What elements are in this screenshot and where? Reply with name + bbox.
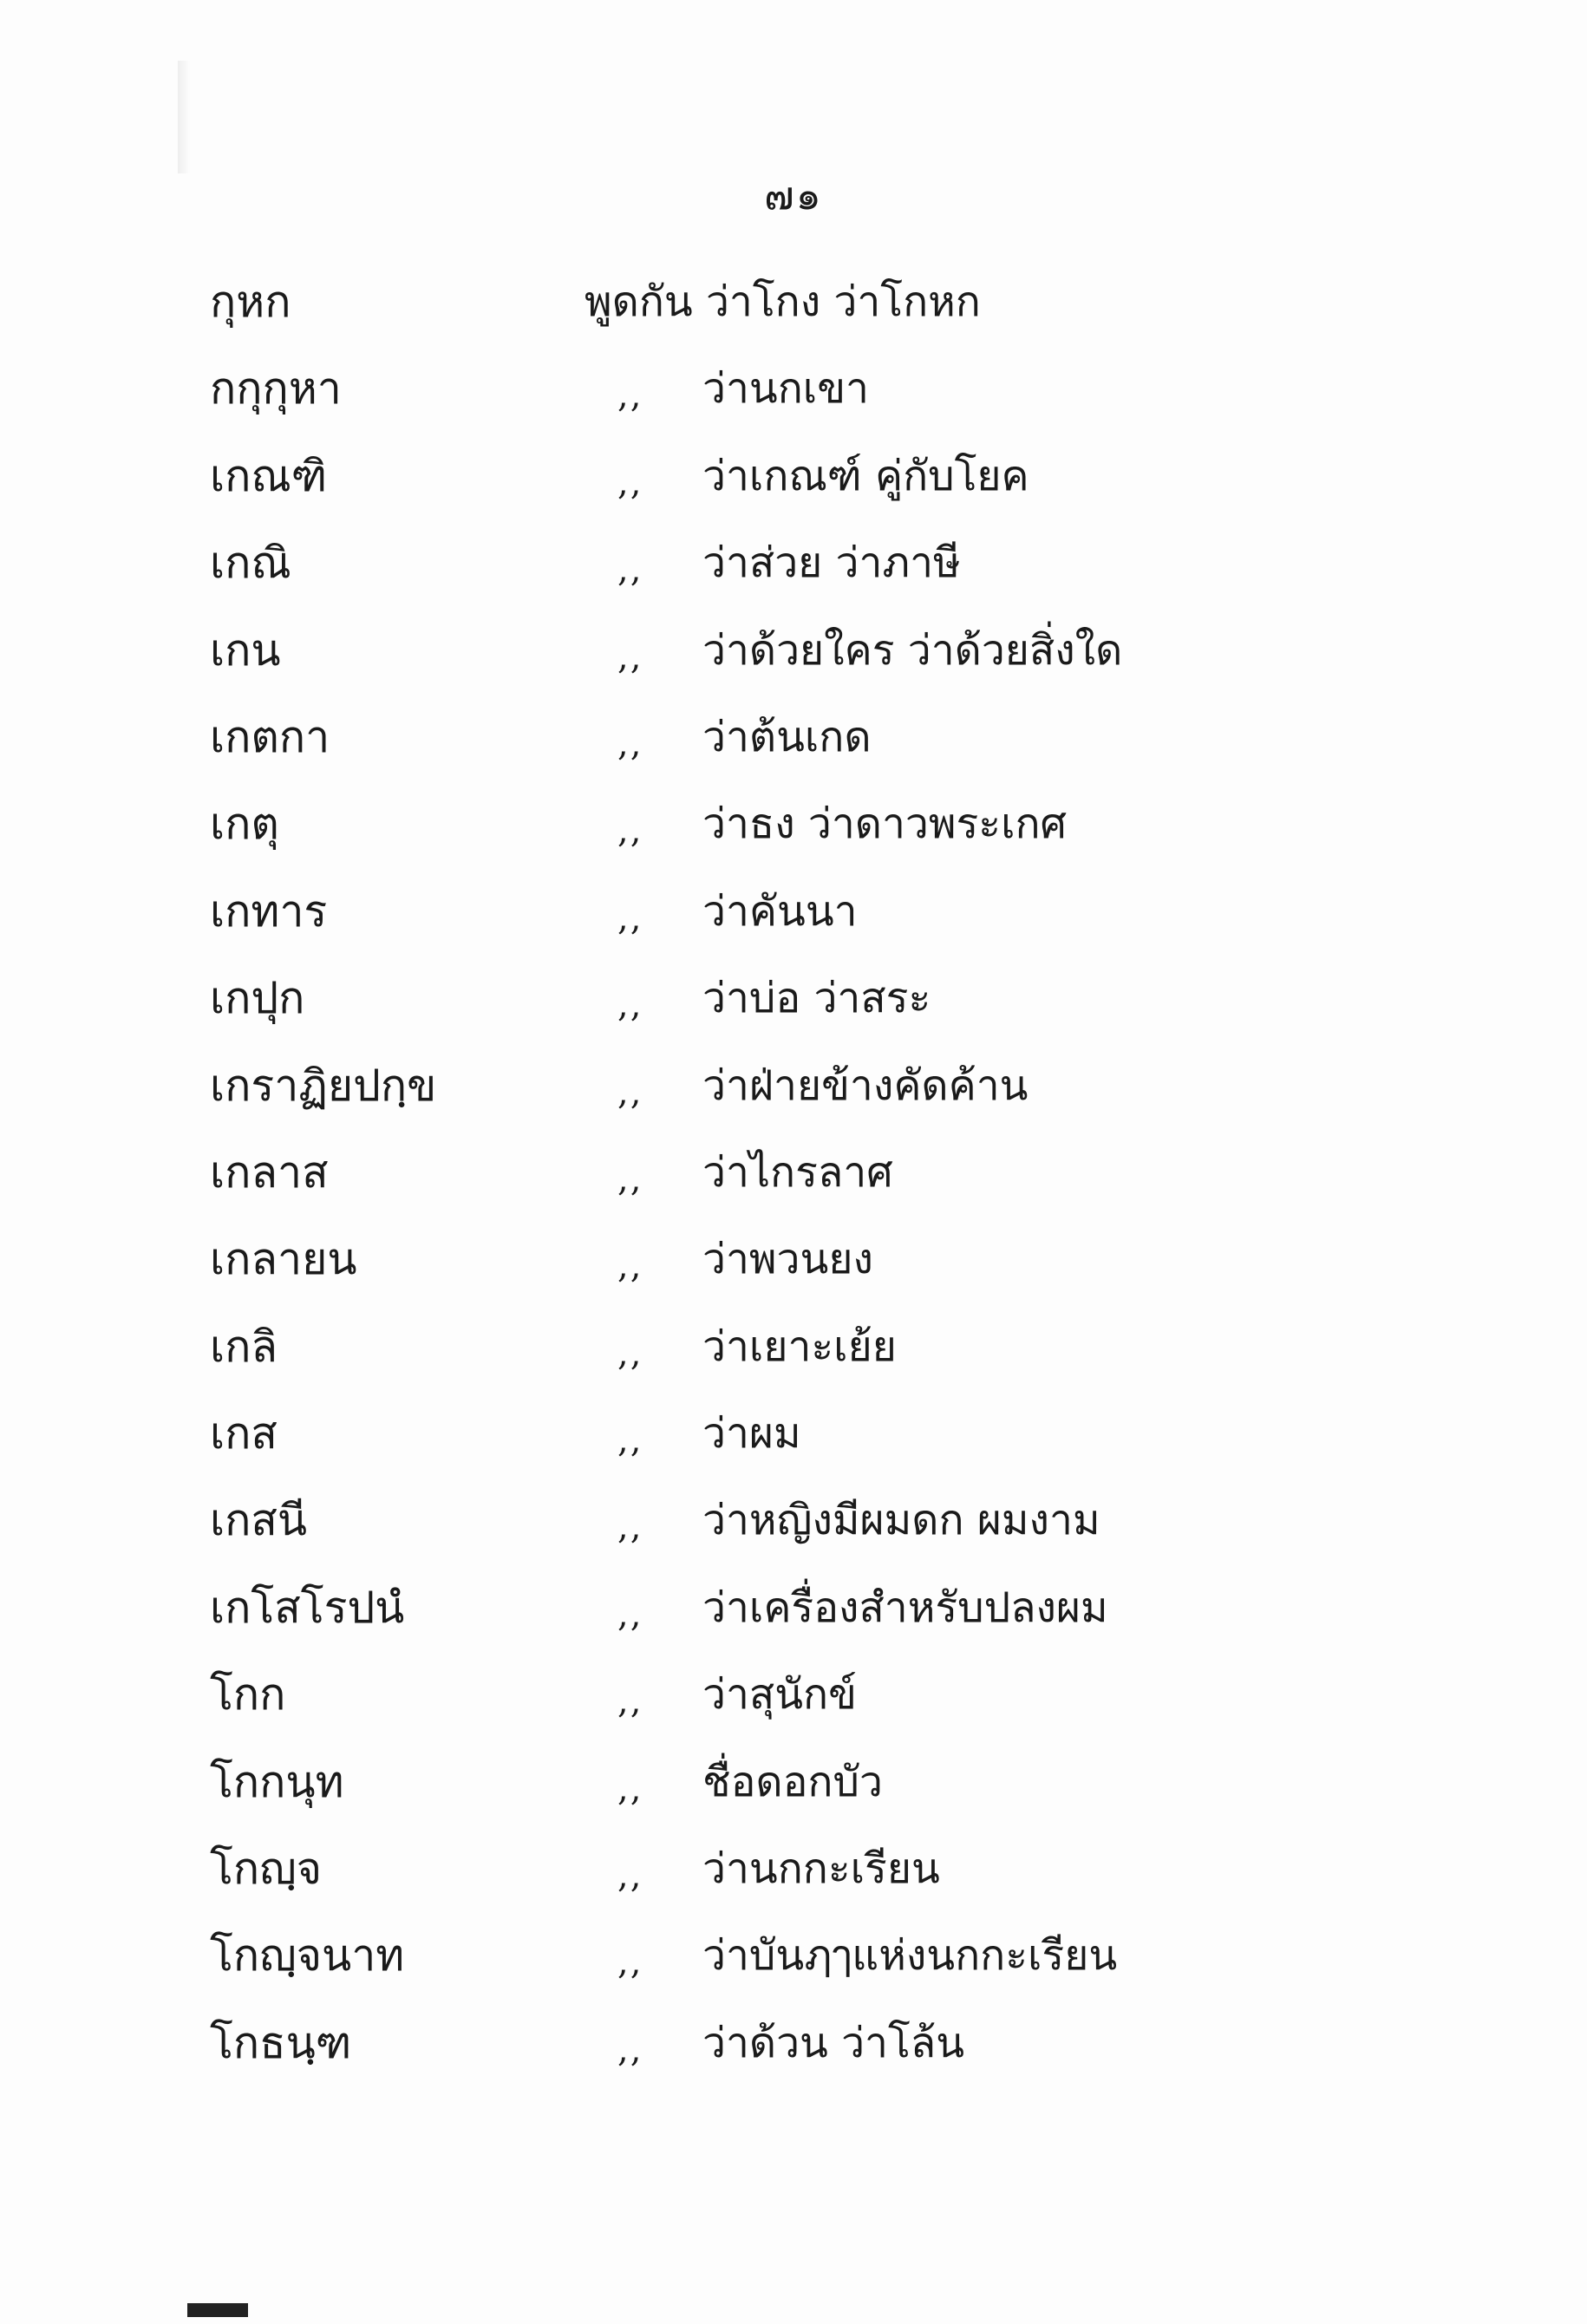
ditto-mark: ,, [617, 1333, 643, 1374]
entry-definition: ว่าส่วย ว่าภาษี [702, 539, 961, 588]
glossary-entry [210, 519, 1424, 606]
glossary-entry [210, 433, 1424, 519]
entry-definition: ว่านกเขา [702, 364, 869, 414]
glossary-entry [210, 1390, 1424, 1477]
page-number: ๗๑ [764, 172, 823, 219]
entry-definition: ว่าต้นเกด [702, 712, 872, 761]
entry-definition: ว่าไกรลาศ [702, 1147, 893, 1197]
entry-term: โกกนุท [210, 1756, 344, 1807]
entry-term: เกลายน [210, 1234, 357, 1285]
entry-term: เกราฏิยปกฺข [210, 1060, 437, 1111]
glossary-list [210, 258, 1424, 2086]
entry-definition: ว่าฝ่ายข้างคัดค้าน [702, 1061, 1029, 1110]
glossary-entry [210, 1564, 1424, 1651]
ditto-mark: ,, [617, 1246, 643, 1287]
ditto-mark: ,, [617, 1159, 643, 1199]
entry-term: กกุกุหา [210, 363, 342, 415]
glossary-entry [210, 258, 1424, 345]
ditto-mark: ,, [617, 985, 643, 1026]
glossary-entry [210, 694, 1424, 780]
glossary-entry [210, 345, 1424, 432]
glossary-entry [210, 868, 1424, 955]
entry-term: เกลาส [210, 1146, 329, 1198]
ditto-mark: ,, [617, 811, 643, 852]
ditto-mark: ,, [617, 898, 643, 938]
entry-definition: ว่าด้วน ว่าโล้น [702, 2018, 965, 2067]
bottom-edge-mark [187, 2303, 248, 2317]
glossary-entry [210, 1303, 1424, 1390]
ditto-mark: ,, [617, 1420, 643, 1461]
ditto-mark: ,, [617, 1856, 643, 1896]
entry-definition: ว่าคันนา [702, 886, 858, 936]
glossary-entry [210, 955, 1424, 1041]
glossary-entry [210, 1129, 1424, 1216]
ditto-mark: ,, [617, 375, 643, 416]
entry-definition: ว่าบันฦๅแห่งนกกะเรียน [702, 1931, 1118, 1981]
glossary-entry [210, 780, 1424, 867]
ditto-mark: ,, [617, 1594, 643, 1635]
glossary-entry [210, 1825, 1424, 1912]
entry-term: เกตุ [210, 799, 279, 850]
entry-definition: ว่าหญิงมีผมดก ผมงาม [702, 1496, 1100, 1545]
ditto-mark: ,, [617, 2029, 643, 2070]
entry-term: โกก [210, 1669, 286, 1720]
entry-term: เกสนี [210, 1495, 308, 1546]
entry-definition: ว่าด้วยใคร ว่าด้วยสิ่งใด [702, 625, 1123, 675]
entry-definition: ว่าสุนักข์ [702, 1670, 857, 1720]
entry-term: เกปุก [210, 973, 305, 1024]
entry-definition: ว่าเยาะเย้ย [702, 1322, 897, 1371]
glossary-entry [210, 1651, 1424, 1738]
entry-term: เกส [210, 1408, 278, 1459]
glossary-entry [210, 1216, 1424, 1302]
entry-term: โกญฺจ [210, 1844, 323, 1895]
entry-definition: ว่าเกณฑ์ คู่กับโยค [702, 451, 1029, 500]
glossary-entry [210, 1042, 1424, 1129]
ditto-mark: ,, [617, 1507, 643, 1548]
entry-definition: ว่าพวนยง [702, 1235, 873, 1284]
entry-term: โกญฺจนาท [210, 1930, 405, 1981]
entry-term: กุหก [210, 277, 291, 327]
glossary-entry [210, 607, 1424, 694]
page-edge-shadow [178, 61, 190, 173]
entry-term: เกโสโรปนํ [210, 1582, 405, 1633]
ditto-mark: ,, [617, 636, 643, 677]
ditto-mark: ,, [617, 1072, 643, 1113]
entry-definition: ว่าผม [702, 1409, 801, 1459]
entry-definition: ว่านกกะเรียน [702, 1844, 940, 1894]
ditto-mark: ,, [617, 462, 643, 503]
entry-definition: ชื่อดอกบัว [702, 1757, 883, 1806]
glossary-entry [210, 1477, 1424, 1563]
entry-term: เกลิ [210, 1321, 278, 1372]
glossary-entry [210, 2000, 1424, 2086]
entry-term: เกณฑิ [210, 450, 328, 501]
entry-definition: ว่าเครื่องสำหรับปลงผม [702, 1583, 1108, 1632]
entry-definition: ว่าบ่อ ว่าสระ [702, 974, 931, 1023]
entry-term: เกณิ [210, 538, 291, 589]
entry-term: โกธนฺฑ [210, 2017, 352, 2068]
glossary-entry [210, 1739, 1424, 1825]
ditto-mark: ,, [617, 723, 643, 764]
ditto-mark: ,, [617, 1768, 643, 1809]
entry-term: เกตกา [210, 711, 330, 762]
entry-definition: ว่าธง ว่าดาวพระเกศ [702, 800, 1068, 849]
ditto-mark: ,, [617, 1942, 643, 1983]
entry-term: เกทาร [210, 885, 328, 937]
ditto-mark: ,, [617, 550, 643, 591]
entry-term: เกน [210, 624, 281, 676]
ditto-mark: ,, [617, 1681, 643, 1722]
glossary-entry [210, 1912, 1424, 1999]
entry-definition: พูดกัน ว่าโกง ว่าโกหก [585, 277, 981, 326]
